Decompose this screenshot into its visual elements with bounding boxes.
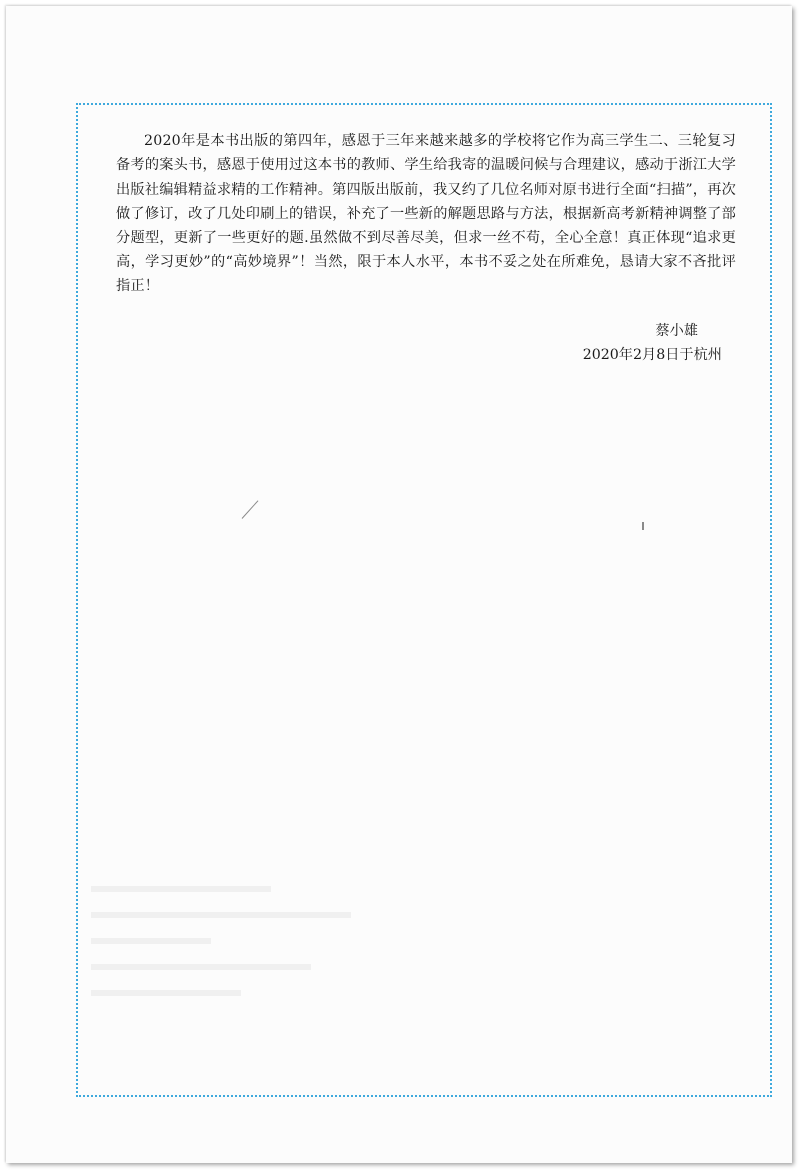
author-name: 蔡小雄 [655,323,698,339]
preface-paragraph: 2020年是本书出版的第四年，感恩于三年来越来越多的学校将它作为高三学生二、三轮复习备考的案头书，感恩于使用过这本书的教师、学生给我寄的温暖问候与合理建议，感动于浙江大学出版社编辑精益求精的工作精神。第四版出版前，我又约了几位名师对原书进行全面“扫描”，再次做了修订，改了几处印刷上的错误，补充了一些新的解题思路与方法，根据新高考新精神调整了部分题型，更新了一些更好的题.虽然做不到尽善尽美，但求一丝不苟，全心全意！真正体现“追求更高，学习更妙”的“高妙境界”！当然，限于本人水平，本书不妥之处在所难免，恳请大家不吝批评指正！ [116,133,736,295]
bleed-through-marks [91,886,391,1036]
scanned-page [6,6,792,1163]
signature-block [583,319,722,367]
stray-dot-mark [642,522,644,530]
date-and-place: 2020年2月8日于杭州 [582,347,722,363]
